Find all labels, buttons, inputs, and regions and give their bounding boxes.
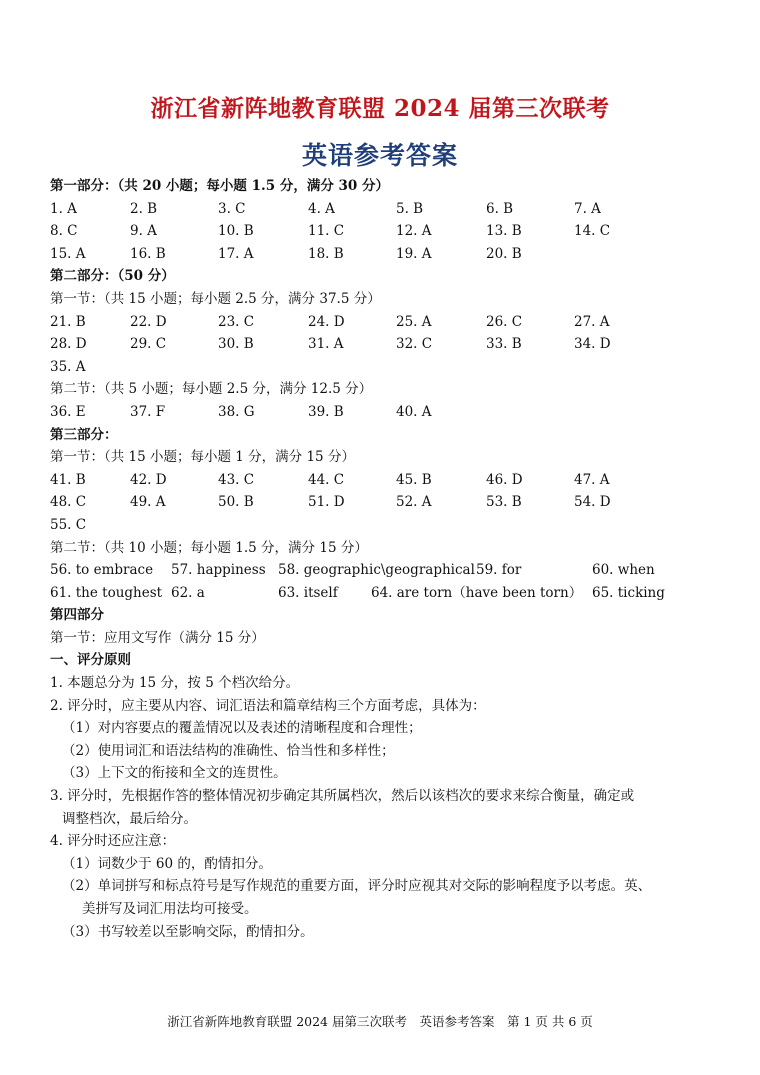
answer-item: 3. C	[218, 200, 246, 217]
answer-row	[50, 582, 720, 605]
answer-item: 59. for	[476, 562, 522, 579]
answer-item: 54. D	[574, 494, 611, 511]
principles-heading: 一、评分原则	[50, 652, 131, 669]
answer-item: 40. A	[396, 403, 432, 420]
answer-item: 21. B	[50, 313, 86, 330]
answer-item: 14. C	[574, 223, 611, 240]
principle-subitem: （2）单词拼写和标点符号是写作规范的重要方面，评分时应视其对交际的影响程度予以考虑。英、	[62, 878, 652, 895]
answer-row	[50, 514, 720, 537]
answer-item: 24. D	[308, 313, 345, 330]
answer-item: 62. a	[171, 584, 205, 601]
answer-item: 50. B	[218, 494, 254, 511]
answer-item: 18. B	[308, 245, 344, 262]
answer-item: 19. A	[396, 245, 432, 262]
answer-item: 52. A	[396, 494, 432, 511]
answer-row	[50, 198, 720, 221]
answer-item: 41. B	[50, 471, 86, 488]
principle-subitem: （1）词数少于 60 的，酌情扣分。	[62, 855, 272, 872]
answer-item: 27. A	[574, 313, 610, 330]
answer-item: 48. C	[50, 494, 87, 511]
answer-item: 47. A	[574, 471, 610, 488]
answer-item: 49. A	[130, 494, 166, 511]
principle-item: 4. 评分时还应注意：	[50, 833, 176, 850]
principle-item: 3. 评分时，先根据作答的整体情况初步确定其所属档次，然后以该档次的要求来综合衡量，确定或	[50, 788, 635, 805]
answer-row	[50, 559, 720, 582]
answer-row	[50, 243, 720, 266]
answer-item: 11. C	[308, 223, 345, 240]
answer-item: 42. D	[130, 471, 167, 488]
answer-row	[50, 491, 720, 514]
answer-item: 46. D	[486, 471, 523, 488]
answer-row	[50, 469, 720, 492]
answer-item: 25. A	[396, 313, 432, 330]
part1-heading: 第一部分：（共 20 小题；每小题 1.5 分，满分 30 分）	[50, 178, 390, 194]
principle-continuation: 美拼写及词汇用法均可接受。	[82, 901, 258, 917]
principle-item: 1. 本题总分为 15 分，按 5 个档次给分。	[50, 675, 300, 692]
answer-item: 55. C	[50, 516, 87, 533]
answer-item: 32. C	[396, 336, 433, 353]
answer-item: 16. B	[130, 245, 166, 262]
answer-item: 45. B	[396, 471, 432, 488]
document-subtitle: 英语参考答案	[301, 141, 458, 170]
answer-item: 23. C	[218, 313, 255, 330]
answer-row	[50, 311, 720, 334]
document-title: 浙江省新阵地教育联盟 2024 届第三次联考	[150, 95, 610, 122]
answer-item: 12. A	[396, 223, 432, 240]
answer-item: 20. B	[486, 245, 522, 262]
answer-item: 28. D	[50, 336, 87, 353]
answer-item: 36. E	[50, 403, 86, 420]
answer-item: 44. C	[308, 471, 345, 488]
part2-section1-heading: 第一节：（共 15 小题；每小题 2.5 分，满分 37.5 分）	[50, 290, 381, 307]
answer-item: 63. itself	[278, 584, 338, 601]
part2-section2-heading: 第二节：（共 5 小题；每小题 2.5 分，满分 12.5 分）	[50, 381, 373, 398]
answer-row	[50, 220, 720, 243]
answer-item: 65. ticking	[592, 584, 665, 601]
answer-row	[50, 356, 720, 379]
principle-subitem: （2）使用词汇和语法结构的准确性、恰当性和多样性；	[62, 742, 395, 759]
principle-subitem: （3）上下文的衔接和全文的连贯性。	[62, 765, 287, 782]
principle-subitem: （3）书写较差以至影响交际，酌情扣分。	[62, 923, 314, 940]
answer-item: 43. C	[218, 471, 255, 488]
answer-item: 61. the toughest	[50, 584, 163, 601]
part4-section1-heading: 第一节：应用文写作（满分 15 分）	[50, 629, 265, 646]
part4-heading: 第四部分	[50, 607, 104, 624]
answer-item: 15. A	[50, 245, 86, 262]
answer-item: 22. D	[130, 313, 167, 330]
answer-item: 57. happiness	[171, 562, 266, 579]
answer-item: 7. A	[574, 200, 601, 217]
answer-item: 33. B	[486, 336, 522, 353]
answer-row	[50, 401, 720, 424]
answer-item: 1. A	[50, 200, 77, 217]
answer-item: 4. A	[308, 200, 335, 217]
answer-item: 13. B	[486, 223, 522, 240]
answer-item: 56. to embrace	[50, 562, 154, 579]
principle-subitem: （1）对内容要点的覆盖情况以及表述的清晰程度和合理性；	[62, 720, 422, 737]
page-footer: 浙江省新阵地教育联盟 2024 届第三次联考 英语参考答案 第 1 页 共 6 页	[167, 1014, 593, 1029]
answer-item: 17. A	[218, 245, 254, 262]
answer-item: 26. C	[486, 313, 523, 330]
answer-item: 29. C	[130, 336, 167, 353]
part3-heading: 第三部分：	[50, 426, 118, 443]
answer-item: 39. B	[308, 403, 344, 420]
answer-item: 30. B	[218, 336, 254, 353]
answer-item: 6. B	[486, 200, 514, 217]
part3-section2-heading: 第二节：（共 10 小题；每小题 1.5 分，满分 15 分）	[50, 539, 368, 556]
answer-item: 35. A	[50, 358, 86, 375]
answer-item: 34. D	[574, 336, 611, 353]
answer-item: 10. B	[218, 223, 254, 240]
answer-item: 38. G	[218, 403, 255, 420]
answer-content	[50, 175, 720, 943]
answer-item: 31. A	[308, 336, 344, 353]
answer-item: 37. F	[130, 403, 166, 420]
part3-section1-heading: 第一节：（共 15 小题；每小题 1 分，满分 15 分）	[50, 449, 355, 466]
principle-item: 2. 评分时，应主要从内容、词汇语法和篇章结构三个方面考虑，具体为：	[50, 697, 486, 714]
answer-item: 5. B	[396, 200, 424, 217]
principle-continuation: 调整档次，最后给分。	[62, 810, 197, 827]
answer-item: 51. D	[308, 494, 345, 511]
answer-item: 8. C	[50, 223, 78, 240]
answer-item: 53. B	[486, 494, 522, 511]
answer-item: 9. A	[130, 223, 157, 240]
answer-item: 58. geographic\geographical	[278, 562, 475, 579]
answer-item: 60. when	[592, 562, 655, 579]
answer-item: 64. are torn（have been torn）	[371, 584, 583, 601]
answer-row	[50, 333, 720, 356]
answer-item: 2. B	[130, 200, 158, 217]
part2-heading: 第二部分：（50 分）	[50, 268, 175, 285]
